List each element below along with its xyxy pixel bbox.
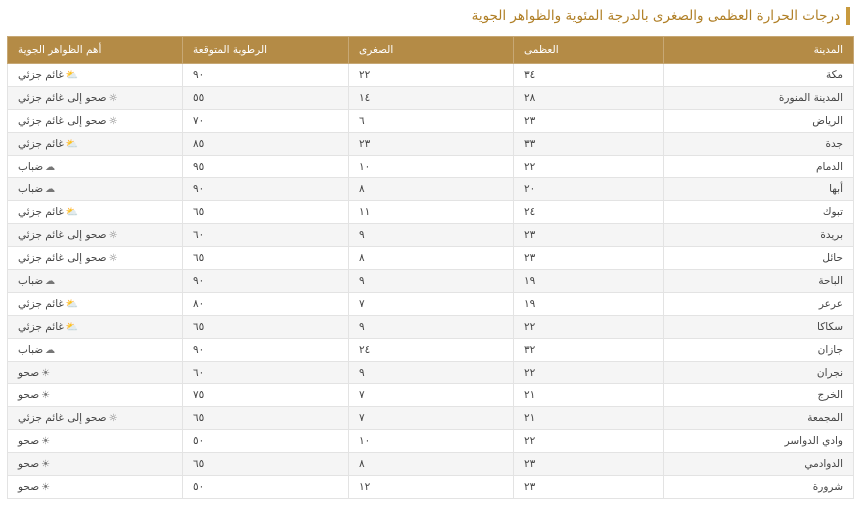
min-temp-cell: ١٠ bbox=[349, 430, 514, 453]
fog-icon: ☁ bbox=[45, 161, 56, 173]
min-temp-cell: ٢٣ bbox=[349, 132, 514, 155]
table-row bbox=[8, 292, 854, 315]
min-temp-cell: ٨ bbox=[349, 178, 514, 201]
sun-icon: ☀ bbox=[41, 367, 51, 379]
max-temp-cell: ٣٤ bbox=[514, 64, 664, 87]
city-cell: شرورة bbox=[664, 476, 854, 499]
weather-cell bbox=[8, 64, 183, 87]
table-row bbox=[8, 453, 854, 476]
weather-label: غائم جزئي bbox=[18, 297, 64, 310]
max-temp-cell: ٢٢ bbox=[514, 315, 664, 338]
humidity-cell: ٩٠ bbox=[183, 178, 349, 201]
city-cell: المجمعة bbox=[664, 407, 854, 430]
weather-cell bbox=[8, 292, 183, 315]
title-accent-bar bbox=[846, 7, 850, 25]
partly-cloudy-icon: ⛅ bbox=[65, 69, 79, 81]
min-temp-cell: ٧ bbox=[349, 292, 514, 315]
min-temp-cell: ٨ bbox=[349, 453, 514, 476]
weather-cell bbox=[8, 270, 183, 293]
table-row bbox=[8, 407, 854, 430]
max-temp-cell: ٣٣ bbox=[514, 132, 664, 155]
min-temp-cell: ٩ bbox=[349, 270, 514, 293]
weather-label: غائم جزئي bbox=[18, 320, 64, 333]
humidity-cell: ٦٥ bbox=[183, 247, 349, 270]
max-temp-cell: ٢٢ bbox=[514, 155, 664, 178]
header-city: المدينة bbox=[664, 37, 854, 64]
weather-label: صحو إلى غائم جزئي bbox=[18, 412, 107, 425]
min-temp-cell: ٧ bbox=[349, 384, 514, 407]
page-title: درجات الحرارة العظمى والصغرى بالدرجة المئوية والظواهر الجوية bbox=[471, 8, 840, 24]
max-temp-cell: ٢٠ bbox=[514, 178, 664, 201]
city-cell: وادي الدواسر bbox=[664, 430, 854, 453]
weather-label: ضباب bbox=[18, 183, 44, 196]
min-temp-cell: ٩ bbox=[349, 315, 514, 338]
max-temp-cell: ٢٤ bbox=[514, 201, 664, 224]
min-temp-cell: ٨ bbox=[349, 247, 514, 270]
table-row bbox=[8, 201, 854, 224]
max-temp-cell: ١٩ bbox=[514, 270, 664, 293]
header-min: الصغرى bbox=[349, 37, 514, 64]
max-temp-cell: ١٩ bbox=[514, 292, 664, 315]
humidity-cell: ٨٥ bbox=[183, 132, 349, 155]
max-temp-cell: ٣٢ bbox=[514, 338, 664, 361]
partly-cloudy-icon: ⛅ bbox=[65, 321, 79, 333]
city-cell: جازان bbox=[664, 338, 854, 361]
city-cell: المدينة المنورة bbox=[664, 86, 854, 109]
humidity-cell: ٧٠ bbox=[183, 109, 349, 132]
table-row bbox=[8, 64, 854, 87]
weather-table bbox=[7, 36, 854, 499]
min-temp-cell: ١١ bbox=[349, 201, 514, 224]
humidity-cell: ٦٠ bbox=[183, 224, 349, 247]
weather-cell bbox=[8, 430, 183, 453]
min-temp-cell: ٢٤ bbox=[349, 338, 514, 361]
weather-cell bbox=[8, 338, 183, 361]
header-max: العظمى bbox=[514, 37, 664, 64]
weather-cell bbox=[8, 247, 183, 270]
max-temp-cell: ٢٣ bbox=[514, 247, 664, 270]
sun-icon: ☀ bbox=[41, 436, 51, 448]
table-row bbox=[8, 178, 854, 201]
fog-icon: ☁ bbox=[45, 275, 56, 287]
sun-icon: ☀ bbox=[41, 459, 51, 471]
table-row bbox=[8, 270, 854, 293]
weather-cell bbox=[8, 407, 183, 430]
max-temp-cell: ٢٣ bbox=[514, 453, 664, 476]
table-body bbox=[8, 64, 854, 499]
sun-icon: ☀ bbox=[41, 390, 51, 402]
weather-cell bbox=[8, 224, 183, 247]
min-temp-cell: ١٠ bbox=[349, 155, 514, 178]
max-temp-cell: ٢٣ bbox=[514, 224, 664, 247]
sun-icon: ☀ bbox=[41, 481, 51, 493]
header-weather: أهم الظواهر الجوية bbox=[8, 37, 183, 64]
weather-cell bbox=[8, 109, 183, 132]
min-temp-cell: ١٤ bbox=[349, 86, 514, 109]
weather-label: صحو bbox=[18, 435, 40, 448]
weather-label: غائم جزئي bbox=[18, 137, 64, 150]
min-temp-cell: ٧ bbox=[349, 407, 514, 430]
humidity-cell: ٥٥ bbox=[183, 86, 349, 109]
sun-haze-icon: ☼ bbox=[108, 230, 118, 242]
header-humidity: الرطوبة المتوقعة bbox=[183, 37, 349, 64]
city-cell: الباحة bbox=[664, 270, 854, 293]
table-row bbox=[8, 224, 854, 247]
weather-label: صحو إلى غائم جزئي bbox=[18, 229, 107, 242]
city-cell: مكة bbox=[664, 64, 854, 87]
weather-cell bbox=[8, 453, 183, 476]
min-temp-cell: ٩ bbox=[349, 224, 514, 247]
table-row bbox=[8, 155, 854, 178]
weather-label: ضباب bbox=[18, 160, 44, 173]
weather-label: صحو bbox=[18, 458, 40, 471]
city-cell: الدمام bbox=[664, 155, 854, 178]
city-cell: نجران bbox=[664, 361, 854, 384]
max-temp-cell: ٢٣ bbox=[514, 476, 664, 499]
table-row bbox=[8, 86, 854, 109]
sun-haze-icon: ☼ bbox=[108, 92, 118, 104]
weather-label: صحو إلى غائم جزئي bbox=[18, 252, 107, 265]
sun-haze-icon: ☼ bbox=[108, 253, 118, 265]
weather-label: ضباب bbox=[18, 274, 44, 287]
weather-label: غائم جزئي bbox=[18, 206, 64, 219]
city-cell: الدوادمي bbox=[664, 453, 854, 476]
humidity-cell: ٩٠ bbox=[183, 64, 349, 87]
table-header-row bbox=[8, 37, 854, 64]
city-cell: عرعر bbox=[664, 292, 854, 315]
fog-icon: ☁ bbox=[45, 344, 56, 356]
weather-cell bbox=[8, 315, 183, 338]
max-temp-cell: ٢٨ bbox=[514, 86, 664, 109]
humidity-cell: ٦٠ bbox=[183, 361, 349, 384]
city-cell: حائل bbox=[664, 247, 854, 270]
weather-cell bbox=[8, 132, 183, 155]
table-row bbox=[8, 430, 854, 453]
city-cell: جدة bbox=[664, 132, 854, 155]
partly-cloudy-icon: ⛅ bbox=[65, 207, 79, 219]
fog-icon: ☁ bbox=[45, 184, 56, 196]
table-row bbox=[8, 315, 854, 338]
humidity-cell: ٩٠ bbox=[183, 270, 349, 293]
city-cell: تبوك bbox=[664, 201, 854, 224]
weather-cell bbox=[8, 155, 183, 178]
humidity-cell: ٦٥ bbox=[183, 407, 349, 430]
sun-haze-icon: ☼ bbox=[108, 115, 118, 127]
weather-label: صحو إلى غائم جزئي bbox=[18, 114, 107, 127]
table-row bbox=[8, 338, 854, 361]
humidity-cell: ٩٥ bbox=[183, 155, 349, 178]
humidity-cell: ٦٥ bbox=[183, 453, 349, 476]
weather-label: غائم جزئي bbox=[18, 68, 64, 81]
min-temp-cell: ١٢ bbox=[349, 476, 514, 499]
max-temp-cell: ٢٢ bbox=[514, 430, 664, 453]
max-temp-cell: ٢٣ bbox=[514, 109, 664, 132]
weather-cell bbox=[8, 476, 183, 499]
sun-haze-icon: ☼ bbox=[108, 413, 118, 425]
weather-label: صحو bbox=[18, 366, 40, 379]
table-row bbox=[8, 109, 854, 132]
weather-label: صحو bbox=[18, 480, 40, 493]
city-cell: أبها bbox=[664, 178, 854, 201]
min-temp-cell: ٩ bbox=[349, 361, 514, 384]
weather-label: صحو bbox=[18, 389, 40, 402]
humidity-cell: ٦٥ bbox=[183, 201, 349, 224]
humidity-cell: ٧٥ bbox=[183, 384, 349, 407]
weather-label: صحو إلى غائم جزئي bbox=[18, 91, 107, 104]
min-temp-cell: ٦ bbox=[349, 109, 514, 132]
city-cell: الرياض bbox=[664, 109, 854, 132]
page-title-block bbox=[472, 6, 850, 26]
humidity-cell: ٥٠ bbox=[183, 430, 349, 453]
max-temp-cell: ٢١ bbox=[514, 407, 664, 430]
partly-cloudy-icon: ⛅ bbox=[65, 138, 79, 150]
partly-cloudy-icon: ⛅ bbox=[65, 298, 79, 310]
humidity-cell: ٨٠ bbox=[183, 292, 349, 315]
weather-cell bbox=[8, 384, 183, 407]
city-cell: الخرج bbox=[664, 384, 854, 407]
max-temp-cell: ٢١ bbox=[514, 384, 664, 407]
humidity-cell: ٩٠ bbox=[183, 338, 349, 361]
city-cell: سكاكا bbox=[664, 315, 854, 338]
weather-cell bbox=[8, 86, 183, 109]
weather-cell bbox=[8, 201, 183, 224]
city-cell: بريدة bbox=[664, 224, 854, 247]
weather-cell bbox=[8, 361, 183, 384]
table-row bbox=[8, 132, 854, 155]
min-temp-cell: ٢٢ bbox=[349, 64, 514, 87]
table-row bbox=[8, 476, 854, 499]
humidity-cell: ٦٥ bbox=[183, 315, 349, 338]
table-row bbox=[8, 361, 854, 384]
humidity-cell: ٥٠ bbox=[183, 476, 349, 499]
weather-label: ضباب bbox=[18, 343, 44, 356]
weather-cell bbox=[8, 178, 183, 201]
table-row bbox=[8, 247, 854, 270]
table-row bbox=[8, 384, 854, 407]
max-temp-cell: ٢٢ bbox=[514, 361, 664, 384]
